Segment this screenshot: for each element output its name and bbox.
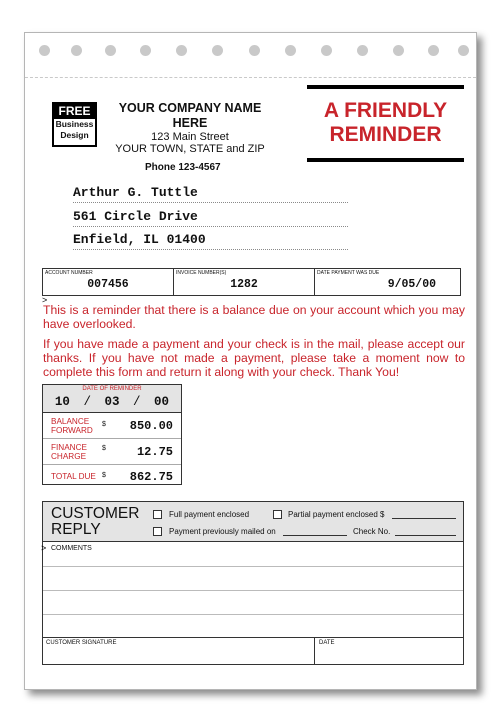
customer-reply-title-line-2: REPLY	[51, 521, 101, 538]
total-due-row	[43, 465, 181, 489]
currency-symbol: $	[102, 421, 106, 428]
check-number-label: Check No.	[353, 527, 391, 536]
invoice-number-cell	[174, 269, 315, 295]
account-number-value: 007456	[87, 278, 129, 291]
hole-icon	[39, 45, 50, 56]
previously-mailed-label: Payment previously mailed on	[169, 527, 276, 536]
total-due-label: TOTAL DUE	[51, 472, 96, 481]
hole-icon	[71, 45, 82, 56]
message-paragraph-1: This is a reminder that there is a balance due on your account which you may have overlooked.	[43, 303, 465, 331]
customer-signature-label: CUSTOMER SIGNATURE	[46, 640, 117, 646]
perforation-holes	[25, 45, 476, 61]
hole-icon	[249, 45, 260, 56]
reminder-form	[24, 32, 477, 690]
company-phone: Phone 123-4567	[145, 162, 221, 173]
balance-forward-label-line-2: FORWARD	[51, 426, 93, 435]
hole-icon	[285, 45, 296, 56]
finance-charge-label-line-1: FINANCE	[51, 443, 87, 452]
reminder-date	[43, 394, 181, 413]
due-date-label: DATE PAYMENT WAS DUE	[317, 270, 380, 276]
signature-divider	[43, 637, 463, 638]
full-payment-checkbox[interactable]	[153, 510, 162, 519]
customer-reply-section	[42, 501, 464, 665]
reminder-date-year: 00	[154, 395, 170, 409]
account-number-label: ACCOUNT NUMBER	[45, 270, 93, 276]
hole-icon	[357, 45, 368, 56]
account-number-cell	[43, 269, 174, 295]
company-logo	[52, 102, 97, 147]
comment-line	[43, 590, 463, 591]
date-separator: /	[83, 395, 91, 409]
partial-payment-checkbox[interactable]	[273, 510, 282, 519]
invoice-number-value: 1282	[230, 278, 258, 291]
finance-charge-row	[43, 439, 181, 465]
company-city: YOUR TOWN, STATE and ZIP	[115, 143, 265, 155]
reminder-date-day: 03	[104, 395, 120, 409]
reminder-date-label: DATE OF REMINDER	[43, 385, 181, 394]
signature-date-label: DATE	[319, 640, 335, 646]
company-street: 123 Main Street	[151, 131, 229, 143]
account-info-table	[42, 268, 461, 296]
hole-icon	[140, 45, 151, 56]
customer-reply-title	[51, 506, 139, 538]
signature-date-divider	[314, 637, 315, 665]
balance-forward-row	[43, 413, 181, 439]
logo-line-2: Design	[60, 130, 89, 140]
due-date-cell	[315, 269, 460, 295]
reminder-summary-box	[42, 384, 182, 485]
hole-icon	[428, 45, 439, 56]
perforation-line	[25, 77, 476, 78]
hole-icon	[176, 45, 187, 56]
previously-mailed-checkbox[interactable]	[153, 527, 162, 536]
currency-symbol: $	[102, 472, 106, 479]
customer-reply-title-line-1: CUSTOMER	[51, 505, 140, 522]
customer-city: Enfield, IL 01400	[73, 232, 348, 250]
logo-top-text: FREE	[54, 104, 95, 119]
hole-icon	[321, 45, 332, 56]
hole-icon	[393, 45, 404, 56]
customer-reply-header	[43, 502, 463, 542]
hole-icon	[105, 45, 116, 56]
total-due-value: 862.75	[129, 470, 173, 484]
reminder-title-line-2: REMINDER	[329, 123, 442, 146]
partial-payment-label: Partial payment enclosed $	[288, 510, 385, 519]
balance-forward-value: 850.00	[129, 419, 173, 433]
customer-name: Arthur G. Tuttle	[73, 185, 348, 203]
comment-line	[43, 566, 463, 567]
partial-amount-field[interactable]	[392, 511, 456, 519]
due-date-value: 9/05/00	[387, 278, 436, 291]
date-separator: /	[133, 395, 141, 409]
finance-charge-label	[51, 443, 87, 461]
hole-icon	[458, 45, 469, 56]
invoice-number-label: INVOICE NUMBER(S)	[176, 270, 227, 276]
message-paragraph-2: If you have made a payment and your check is in the mail, please accept our thanks. If you have not made a payment, please take a moment now to complete this form and return it along with your check. Thank You!	[43, 337, 465, 379]
reminder-banner	[307, 85, 464, 162]
reminder-date-month: 10	[54, 395, 70, 409]
check-number-field[interactable]	[395, 528, 456, 536]
caret-icon: >	[41, 543, 47, 553]
balance-forward-label-line-1: BALANCE	[51, 417, 90, 426]
company-name: YOUR COMPANY NAME HERE	[118, 101, 262, 130]
customer-street: 561 Circle Drive	[73, 209, 348, 227]
comment-line	[43, 614, 463, 615]
currency-symbol: $	[102, 445, 106, 452]
company-header	[105, 101, 275, 155]
balance-forward-label	[51, 417, 93, 435]
comments-label: COMMENTS	[51, 545, 92, 552]
finance-charge-label-line-2: CHARGE	[51, 452, 87, 461]
hole-icon	[212, 45, 223, 56]
caret-icon: >	[42, 295, 48, 305]
finance-charge-value: 12.75	[136, 445, 173, 459]
logo-line-1: Business	[55, 119, 94, 129]
full-payment-label: Full payment enclosed	[169, 510, 250, 519]
mailed-date-field[interactable]	[283, 528, 347, 536]
reminder-title-line-1: A FRIENDLY	[323, 99, 448, 122]
